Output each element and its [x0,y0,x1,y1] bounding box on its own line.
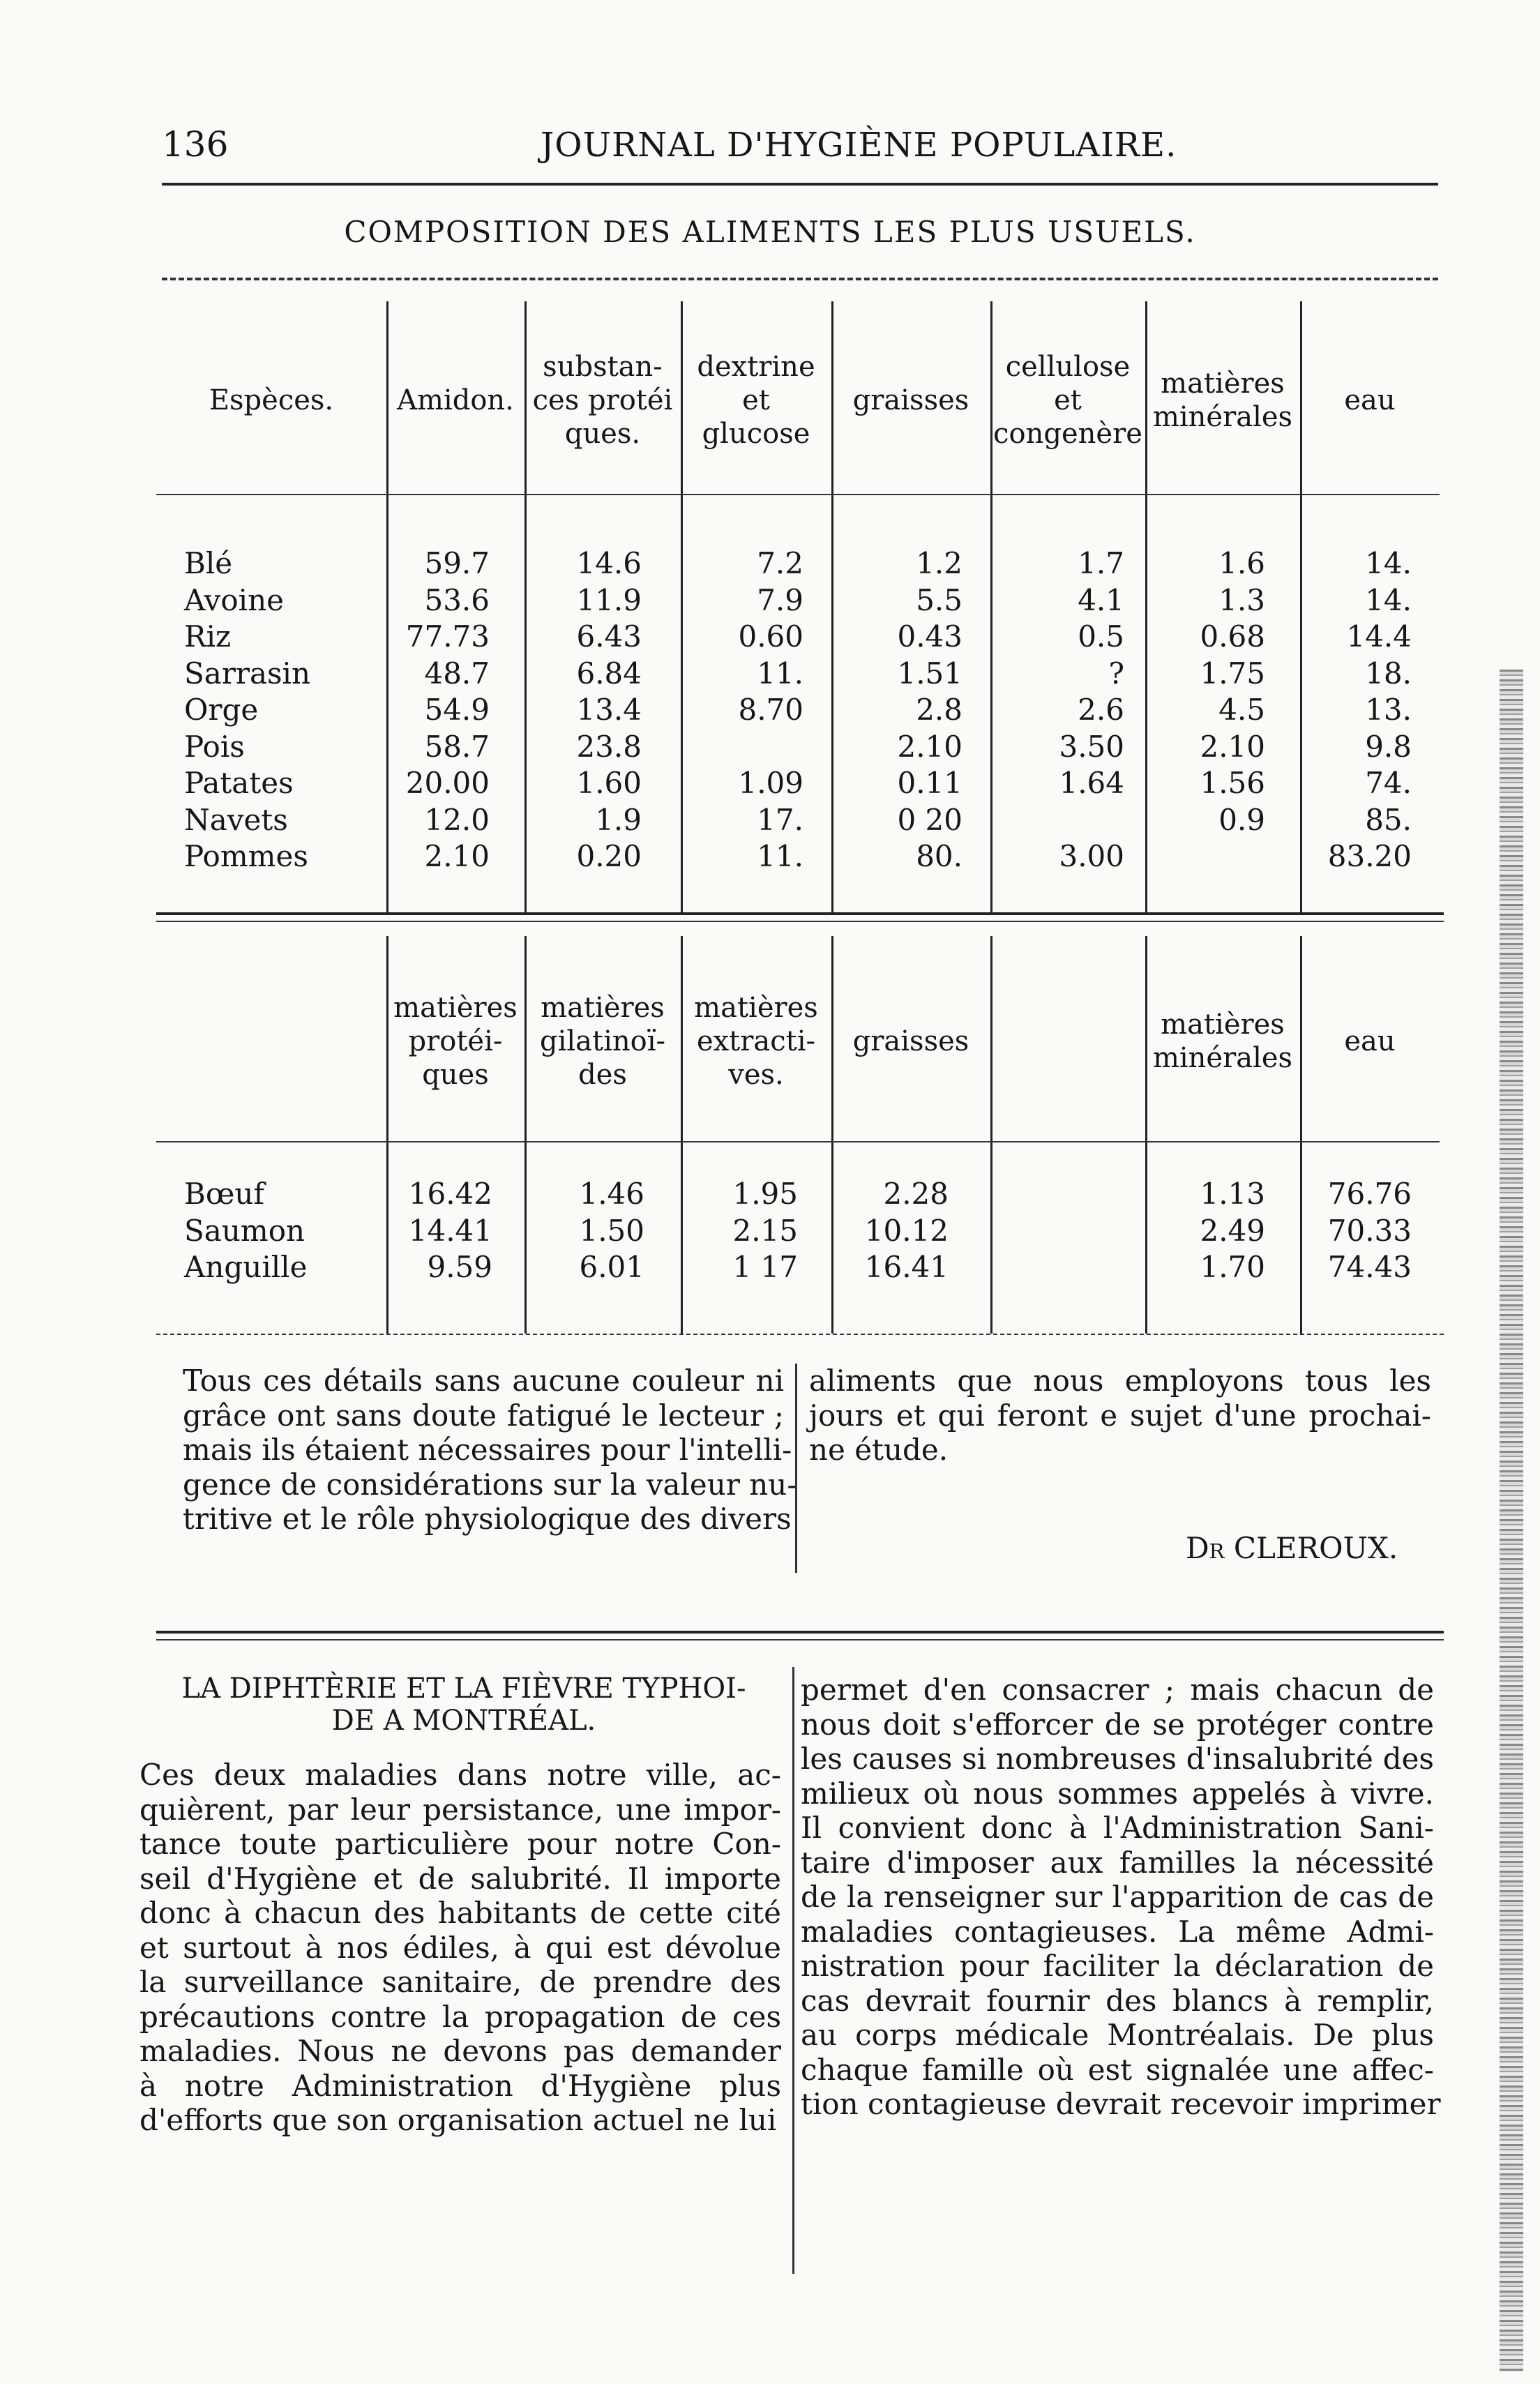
table1-cell: 3.00 [1059,839,1124,873]
text-line: tritive et le rôle physiologique des divers [183,1502,792,1536]
table1-column-7 [1300,545,1412,875]
table2-column-3 [681,1176,798,1286]
article-title-line-2: DE A MONTRÉAL. [331,1705,596,1737]
table-separator-rule-2 [156,921,1444,922]
table2-cell: 70.33 [1327,1213,1412,1248]
text-line: seil d'Hygiène et de salubrité. Il importe [139,1861,781,1896]
table1-cell: 2.10 [1200,729,1265,764]
table1-cell: 6.84 [576,656,642,691]
text-line: et surtout à nos édiles, à qui est dévolue [139,1930,781,1965]
table1-cell: 58.7 [424,729,490,764]
table2-column-7 [1300,1176,1412,1286]
table1-header-2: substan- ces protéi ques. [532,351,673,450]
table2-cell [990,1213,1124,1250]
article-left-column [139,1758,781,2138]
table2-cell: 9.59 [427,1250,492,1284]
table2-header-4: graisses [852,1025,969,1057]
text-line: à notre Administration d'Hygiène plus [139,2068,781,2103]
table1-cell: 54.9 [424,693,490,727]
table1-cell: 17. [757,802,803,837]
table1-cell [990,802,1124,839]
table1-column-2 [524,545,642,875]
table1-cell: 0.5 [1078,619,1124,654]
table1-cell: 14. [1365,582,1412,617]
table1-row-label: Patates [184,766,294,800]
text-line: aliments que nous employons tous les [809,1364,1431,1398]
table2-header-rule [156,1141,1440,1142]
text-line: de la renseigner sur l'apparition de cas de [801,1880,1434,1914]
table2-cell: 1.46 [579,1177,644,1211]
table2-column-1 [386,1176,492,1286]
table1-cell: 1.9 [595,802,642,837]
table1-header-3: dextrine et glucose [697,351,815,450]
table2-column-4 [831,1176,949,1286]
table1-cell: 0.68 [1200,619,1265,654]
table2-cell: 1.70 [1200,1250,1265,1284]
table1-cell: 11.9 [576,582,642,617]
table1-cell: 11. [757,656,803,691]
table2-column-5 [990,1176,1124,1286]
table1-cell: 13.4 [576,693,642,727]
table2-cell [990,1176,1124,1213]
table2-bottom-rule [156,1334,1444,1335]
text-line: les causes si nombreuses d'insalubrité des [801,1742,1434,1776]
conclusion-left-column [183,1364,797,1537]
table1-cell: 13. [1365,693,1412,727]
text-line: au corps médicale Montréalais. De plus [801,2018,1434,2052]
text-line: Tous ces détails sans aucune couleur ni [183,1364,784,1398]
text-line: ne étude. [809,1433,949,1467]
table1-cell: 0.43 [897,619,962,654]
section-rule-2 [156,1639,1444,1640]
table1-row-label: Pommes [184,839,308,873]
table1-cell: 14.6 [576,546,642,580]
table2-header-3: matières extracti- ves. [694,992,818,1091]
table1-cell: 4.1 [1078,582,1124,617]
table1-column-4 [831,545,962,875]
table2-cell: 74.43 [1327,1250,1412,1284]
scan-edge-artifact [1500,670,1523,2371]
text-line: mais ils étaient nécessaires pour l'intelli- [183,1433,792,1467]
table1-cell: 20.00 [405,766,490,800]
header-rule [162,183,1438,186]
table1-row-label: Sarrasin [184,656,311,691]
table1-cell: 1.75 [1200,656,1265,691]
table2-cell: 10.12 [864,1213,949,1248]
table1-cell: 74. [1365,766,1412,800]
text-line: chaque famille où est signalée une affec- [801,2052,1434,2087]
table1-cell: 1.3 [1218,582,1265,617]
signature: Dr CLEROUX. [1186,1531,1398,1565]
table2-cell: 16.42 [408,1177,492,1211]
table1-header-0: Espèces. [209,384,334,416]
section-rule [156,1631,1444,1634]
text-line: grâce ont sans doute fatigué le lecteur ; [183,1398,784,1433]
text-line: nistration pour faciliter la déclaration de [801,1949,1434,1983]
text-line: taire d'imposer aux familles la nécessité [801,1845,1434,1880]
conclusion-right-column [809,1364,1431,1468]
text-line: Il convient donc à l'Administration Sani- [801,1811,1434,1845]
table2-row-label: Saumon [184,1213,305,1248]
table1-cell: 1.60 [576,766,642,800]
table1-row-label: Blé [184,546,233,580]
table2-cell: 2.28 [883,1177,949,1211]
article-column-divider [792,1667,794,2274]
table1-row-names [184,545,310,875]
table1-column-6 [1145,545,1265,875]
table1-header-6: matières minérales [1152,368,1293,433]
table2-column-2 [524,1176,644,1286]
table1-cell: 4.5 [1218,693,1265,727]
table1-cell: 0.20 [576,839,642,873]
text-line: précautions contre la propagation de ces [139,1999,781,2034]
table1-header-7: eau [1344,384,1396,416]
table1-cell: 0 20 [897,802,962,837]
table1-cell: 11. [757,839,803,873]
table2-row-label: Bœuf [184,1177,264,1211]
table1-header-1: Amidon. [397,384,514,416]
composition-table-plants [156,286,1440,914]
table1-row-label: Navets [184,802,288,837]
table2-row-names [184,1176,307,1286]
composition-table-meats [156,925,1440,1343]
table1-cell: 7.2 [757,546,803,580]
table2-cell [990,1249,1124,1286]
table1-cell: 1.6 [1218,546,1265,580]
table1-cell: 53.6 [424,582,490,617]
table2-cell: 1.13 [1200,1177,1265,1211]
table1-cell: ? [1108,656,1124,691]
table-separator-rule [156,912,1444,915]
table1-cell: 2.10 [424,839,490,873]
journal-title: JOURNAL D'HYGIÈNE POPULAIRE. [541,126,1177,165]
table1-row-label: Pois [184,729,245,764]
table2-header-6: matières minérales [1152,1009,1293,1074]
text-line: milieux où nous sommes appelés à vivre. [801,1776,1434,1811]
table2-header-5 [990,942,1145,1141]
table1-row-label: Avoine [184,582,284,617]
table1-cell: 0.60 [738,619,803,654]
table1-cell [1145,838,1265,875]
table2-header-2: matières gilatinoï- des [539,992,666,1091]
table1-row-label: Orge [184,693,259,727]
text-line: la surveillance sanitaire, de prendre des [139,1965,781,1999]
table1-cell: 7.9 [757,582,803,617]
table1-row-label: Riz [184,619,232,654]
table1-cell: 77.73 [405,619,490,654]
table1-cell: 9.8 [1365,729,1412,764]
table2-cell: 6.01 [579,1250,644,1284]
text-line: permet d'en consacrer ; mais chacun de [801,1673,1434,1707]
text-line: quièrent, par leur persistance, une impor- [139,1792,781,1827]
table2-header-0 [156,942,386,1141]
table1-cell: 83.20 [1327,839,1412,873]
table1-cell: 2.8 [916,693,962,727]
table2-cell: 1.95 [732,1177,798,1211]
table1-header-4: graisses [852,384,969,416]
text-line: donc à chacun des habitants de cette cité [139,1896,781,1930]
table1-cell [681,729,803,766]
table2-cell: 1 17 [732,1250,798,1284]
table2-cell: 14.41 [408,1213,492,1248]
table2-cell: 76.76 [1327,1177,1412,1211]
text-line: tion contagieuse devrait recevoir imprimer [801,2087,1441,2121]
text-line: Ces deux maladies dans notre ville, ac- [139,1758,781,1792]
table1-column-1 [386,545,490,875]
table1-cell: 18. [1365,656,1412,691]
text-line: jours et qui feront e sujet d'une prochai- [809,1398,1431,1433]
table2-cell: 16.41 [864,1250,949,1284]
table1-cell: 8.70 [738,693,803,727]
table1-cell: 1.7 [1078,546,1124,580]
text-line: d'efforts que son organisation actuel ne lui [139,2103,777,2137]
article-title-line-1: LA DIPHTÈRIE ET LA FIÈVRE TYPHOI- [181,1673,746,1705]
table2-cell: 2.49 [1200,1213,1265,1248]
table1-cell: 5.5 [916,582,962,617]
text-line: cas devrait fournir des blancs à remplir, [801,1983,1434,2018]
table1-cell: 0.11 [897,766,962,800]
text-line: maladies contagieuses. La même Admi- [801,1914,1434,1949]
table-top-rule [162,278,1438,280]
table1-cell: 1.56 [1200,766,1265,800]
table2-row-label: Anguille [184,1250,308,1284]
article-title [139,1673,788,1737]
table2-cell: 2.15 [732,1213,798,1248]
table1-cell: 2.10 [897,729,962,764]
table1-header-5: cellulose et congenère [993,351,1142,450]
table1-column-5 [990,545,1124,875]
table1-cell: 80. [916,839,962,873]
table1-cell: 12.0 [424,802,490,837]
table1-cell: 85. [1365,802,1412,837]
table2-header-1: matières protéi- ques [393,992,518,1091]
table1-cell: 0.9 [1218,802,1265,837]
table1-cell: 14.4 [1346,619,1412,654]
table1-cell: 6.43 [576,619,642,654]
column-divider [795,1364,797,1573]
table2-cell: 1.50 [579,1213,644,1248]
table1-cell: 59.7 [424,546,490,580]
table1-cell: 1.2 [916,546,962,580]
table1-cell: 14. [1365,546,1412,580]
page-number: 136 [162,124,229,165]
table2-column-6 [1145,1176,1265,1286]
table1-cell: 23.8 [576,729,642,764]
table-title: COMPOSITION DES ALIMENTS LES PLUS USUELS. [344,215,1196,249]
text-line: nous doit s'efforcer de se protéger contre [801,1707,1434,1742]
table1-cell: 1.09 [738,766,803,800]
table1-cell: 1.64 [1059,766,1124,800]
table1-column-3 [681,545,803,875]
table2-header-7: eau [1344,1025,1396,1057]
text-line: tance toute particulière pour notre Con- [139,1827,781,1861]
article-right-column [801,1673,1441,2122]
text-line: maladies. Nous ne devons pas demander [139,2034,781,2068]
table1-cell: 2.6 [1078,693,1124,727]
table1-cell: 3.50 [1059,729,1124,764]
table1-header-rule [156,494,1440,495]
text-line: gence de considérations sur la valeur nu- [183,1467,797,1502]
table1-cell: 48.7 [424,656,490,691]
table1-cell: 1.51 [897,656,962,691]
